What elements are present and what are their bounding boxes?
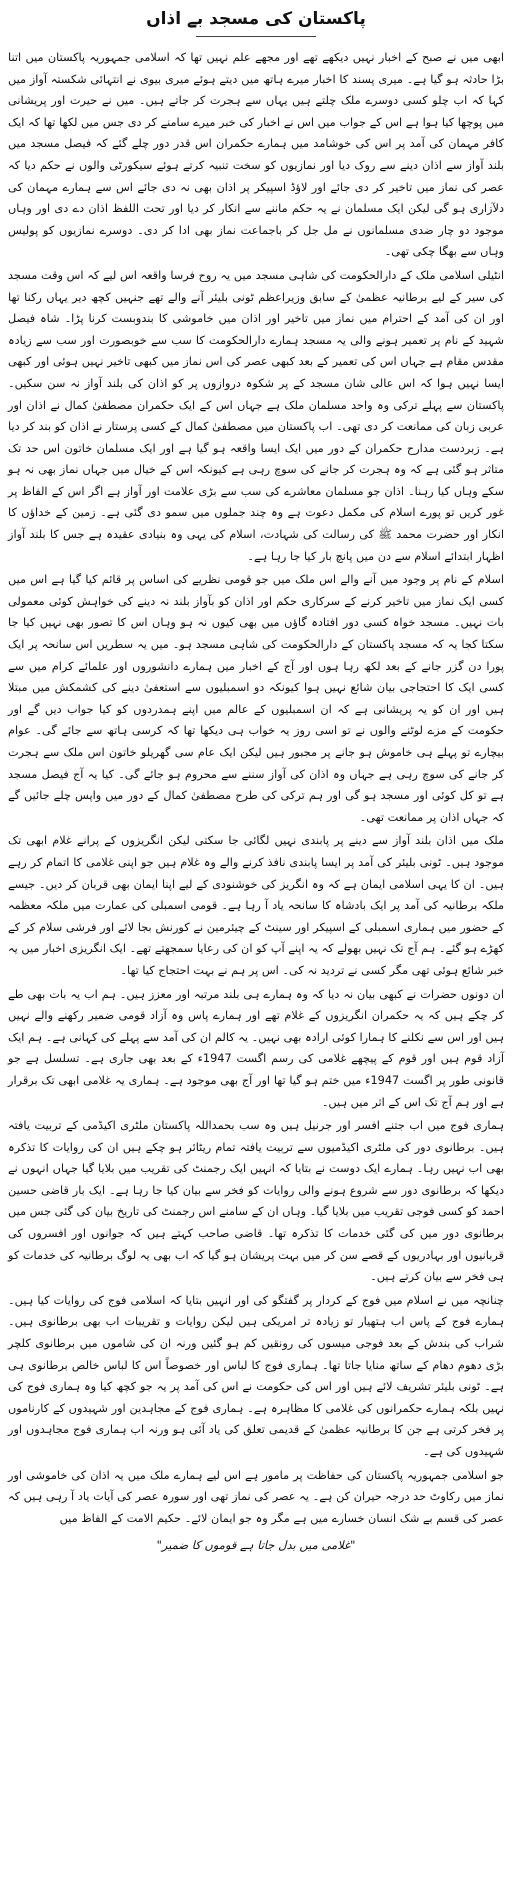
article-paragraph: انٹیلی اسلامی ملک کے دارالحکومت کی شاہی مسجد میں یہ روح فرسا واقعہ اس لیے کہ اس وقت مسجد کی سیر کے لیے برطانیہ عظمیٰ کے سابق وزیراعظم ٹونی بلیئر آنے والے تھے جنہیں کچھ دیر یہاں رکنا تھا اور ان کی آمد کے احترام میں نماز میں تاخیر اور اذان میں خاموشی کا بندوبست کرنا پڑا۔ شاہ فیصل شہید کے نام پر تعمیر ہونے والی یہ مسجد ہمارے دارالحکومت کا سب سے خوبصورت اور سب سے زیادہ مقدس مقام ہے جہاں اس کی تعمیر کے بعد کبھی عصر کی اس نماز میں کبھی تاخیر نہیں ہوئی اور کبھی ایسا نہیں ہوا کہ اس عالی شان مسجد کے پر شکوہ دروازوں پر کو اذان کی بلند آواز نہ سن سکیں۔ پاکستان سے پہلے ترکی وہ واحد مسلمان ملک ہے جہاں اس کے ایک حکمران مصطفیٰ کمال نے اذان اور عربی زبان کی ممانعت کر دی تھی۔ اب پاکستان میں مصطفیٰ کمال کے کسی پرستار نے اذان کو بند کر دیا ہے۔ زبردست مدارح حکمران کے دور میں ایک ایسا واقعہ ہو گیا ہے اور ایک مسلمان خاتون اس حد تک متاثر ہو گئی ہے کہ وہ ہجرت کر جانے کی سوچ رہی ہے کیونکہ اس کے خیال میں جہاں نماز بھی نہ ہو سکے وہاں کیا رہنا۔ اذان جو مسلمان معاشرے کی سب سے بڑی علامت اور آواز ہے اگر اس کے الفاظ پر غور کریں تو پورے اسلام کی مکمل دعوت ہے وہ چند جملوں میں سمو دی گئی ہے۔ زمین کے خداؤں کا انکار اور حضرت محمد ﷺ کی رسالت کی شہادت، اسلام کی یہی وہ بنیادی عقیدہ ہے جس کا بلند آواز اظہار ابتدائے اسلام سے دن میں پانچ بار کیا جا رہا ہے۔ [8,268,504,563]
article-paragraph: جو اسلامی جمہوریہ پاکستان کی حفاظت پر مامور ہے اس لیے ہمارے ملک میں یہ اذان کی خاموشی اور نماز میں رکاوٹ حد درجہ حیران کن ہے۔ یہ عصر کی نماز تھی اور سورہ عصر کی آیات یاد آ رہی ہیں کہ عصر کی قسم بے شک انسان خسارے میں ہے مگر وہ جو ایمان لائے۔ حکیم الامت کے الفاظ میں [8,1468,504,1525]
article-paragraph: ان دونوں حضرات نے کبھی بیان نہ دیا کہ وہ ہمارے ہی بلند مرتبہ اور معزز ہیں۔ ہم اب یہ بات بھی طے کر چکے ہیں کہ یہ حکمران انگریزوں کے غلام تھے اور ہمارے پاس وہ آزاد قومی ضمیر رکھنے والے نہیں ہیں اور اس سے نکلنے کا ہمارا کوئی ارادہ بھی نہیں۔ یہ کالم ان کی آمد سے پہلے کی کہانی ہے۔ ہم ایک آزاد قوم ہیں اور قوم کے پیچھے غلامی کی رسم اگست 1947ء کے بعد بھی جاری ہے۔ تسلسل ہے جو قانونی طور پر اگست 1947ء میں ختم ہو گیا تھا اور آج بھی موجود ہے۔ ہماری یہ غلامی ابھی تک برقرار ہے اور ہم آج تک اس کے اثر میں ہیں۔ [8,987,505,1109]
title-underline [196,36,316,37]
article-paragraph: ہماری فوج میں اب جتنے افسر اور جرنیل ہیں وہ سب بحمداللہ پاکستان ملٹری اکیڈمی کے تربیت یافتہ ہیں۔ برطانوی دور کی ملٹری اکیڈمیوں سے تربیت یافتہ تمام ریٹائر ہو چکے ہیں ان کی روایات کا تذکرہ بھی اب نہیں رہا۔ ہمارے ایک دوست نے بتایا کہ انہیں ایک رجمنٹ کی تقریب میں بلایا گیا جہاں انہوں نے دیکھا کہ برطانوی دور سے شروع ہونے والی روایات کو فخر سے بیان کیا جا رہا ہے۔ ایک بار قاضی حسین احمد کو کسی فوجی تقریب میں بلایا گیا۔ وہاں ان کے سامنے اس رجمنٹ کی تاریخ بیان کی گئی جس میں برطانوی دور میں کی گئی خدمات کا تذکرہ تھا۔ قاضی صاحب کہتے ہیں کہ جوانوں اور افسروں کی قربانیوں اور بہادریوں کے قصے سن کر میں بہت پریشان ہو گیا کہ اب بھی یہ لوگ برطانیہ کی خدمات کو ہی فخر سے بیان کرتے ہیں۔ [8,1119,504,1284]
article-paragraph: چنانچہ میں نے اسلام میں فوج کے کردار پر گفتگو کی اور انہیں بتایا کہ اسلامی فوج کی روایات کیا ہیں۔ ہمارے فوج کے پاس اب ہتھیار تو زیادہ تر امریکی ہیں لیکن روایات و تقریبات اب بھی برطانوی ہیں۔ شراب کی بندش کے بعد فوجی میسوں کی رونقیں کم ہو گئیں ورنہ ان کی شاموں میں برطانوی کلچر بڑی دھوم دھام کے ساتھ منایا جاتا تھا۔ ہماری فوج کا لباس اور خصوصاً اس کا لباس خالص برطانوی ہی ہے۔ ٹونی بلیئر تشریف لائے ہیں اور اس کی حکومت نے اس کی آمد پر یہ جو کچھ کیا وہ ہماری فوج کی نہیں بلکہ ہمارے حکمرانوں کی غلامی کا مظاہرہ ہے۔ ہماری فوج کے مجاہدین اور شہیدوں کے کارناموں پر فخر کرتی ہے جن کا برطانیہ عظمیٰ کے قدیمی تعلق کی یاد آئی ہو ورنہ اب ہماری فوج مجاہدوں اور شہیدوں کی ہے۔ [8,1293,504,1458]
article-body [8,47,504,1529]
article-paragraph: ملک میں اذان بلند آواز سے دینے پر پابندی نہیں لگائی جا سکتی لیکن انگریزوں کے پرانے غلام ابھی تک موجود ہیں۔ ٹونی بلیئر کی آمد پر ایسا پابندی نافذ کرنے والے وہ غلام ہیں جو اپنی غلامی کا اتمام کر رہے ہیں۔ ان کا یہی اسلامی ایمان ہے کہ وہ انگریز کی خوشنودی کے لیے اپنا ایمان بھی قربان کر دیں۔ جیسے ملکہ برطانیہ کی آمد پر ایک بادشاہ کا سانحہ یاد آ رہا ہے۔ قومی اسمبلی کی عمارت میں ملکہ معظمہ کے حضور میں ہماری اسمبلی کے اسپیکر اور سینٹ کے چیئرمین نے کورنش بجا لائے اور فرشی سلام کر کے کھڑے ہو گئے۔ ہم آج تک نہیں بھولے کہ یہ اپنے آپ کو ان کی رعایا سمجھتے تھے۔ ایک انگریزی اخبار میں یہ خبر شائع ہوئی تھی مگر کسی نے تردید نہ کی۔ اس پر ہم نے بہت احتجاج کیا تھا۔ [7,834,504,977]
article-title: پاکستان کی مسجد بے اذاں [146,9,366,29]
article-paragraph: اسلام کے نام پر وجود میں آنے والے اس ملک میں جو قومی نظریے کی اساس پر قائم کیا گیا ہے اس میں کسی ایک نماز میں تاخیر کرنے کے سرکاری حکم اور اذان کو بآواز بلند نہ دینے کی خواہش کوئی معمولی بات نہیں۔ مسجد خواہ کسی دور افتادہ گاؤں میں بھی کیوں نہ ہو وہاں اس کا تصور بھی نہیں کیا جا سکتا کجا یہ کہ مسجد پاکستان کے دارالحکومت کی شاہی مسجد ہو۔ میں یہ سطریں اس سانحہ پر ایک پورا دن گزر جانے کے بعد لکھ رہا ہوں اور آج کے اخبار میں ہمارے دانشوروں اور علمائے کرام میں سے کسی ایک کا احتجاجی بیان شائع نہیں ہوا کیونکہ دو اسمبلیوں سے استعفیٰ دینے کی کشمکش میں مبتلا ہیں اور ان کو یہ پریشانی ہے کہ ان اسمبلیوں کے عالم میں اپنے ہمدردوں کو کیا جواب دیں گے اور حکومت کے مزے لوٹنے والوں نے تو اسی روز یہ خواب ہی دیکھا تھا کہ کرسی ہاتھ سے جائے گی۔ عوام بیچارے تو پہلے ہی خاموش ہو جانے پر مجبور ہیں لیکن ایک عام سی گھریلو خاتون اس ملک سے ہجرت کر جانے کی سوچ رہی ہے جہاں وہ اذان کی آواز سننے سے محروم ہو جائے گی۔ کیا یہ آج فیصل مسجد ہے تو کل کوئی اور مسجد ہو گی اور ہم ترکی کی طرح مصطفیٰ کمال کے دور میں واپس چلے جائیں گے کہ جہاں اذان پر ممانعت تھی۔ [8,573,504,824]
closing-couplet: "غلامی میں بدل جاتا ہے قوموں کا ضمیر" [156,1538,356,1553]
article-paragraph: ابھی میں نے صبح کے اخبار نہیں دیکھے تھے اور مجھے علم نہیں تھا کہ اسلامی جمہوریہ پاکستان میں اتنا بڑا حادثہ ہو گیا ہے۔ میری پسند کا اخبار میرے ہاتھ میں دیتے ہوئے میری بیوی نے انتہائی شکستہ آواز میں کہا کہ اب چلو کسی دوسرے ملک چلتے ہیں یہاں سے ہجرت کر جاتے ہیں۔ میں نے حیرت اور پریشانی میں پوچھا کیا ہوا ہے اس کے جواب میں اس نے اخبار کی خبر میرے سامنے کر دی جس میں لکھا تھا کہ ایک کافر مہمان کی آمد پر اس کی خوشامد میں ہمارے حکمران اس قدر دور چلے گئے کہ فیصل مسجد میں بلند آواز سے اذان دینے سے روک دیا اور نمازیوں کو سخت تنبیہ کرتے ہوئے سیکورٹی والوں نے حکم دیا کہ عصر کی نماز میں تاخیر کر دی جائے اور لاؤڈ اسپیکر پر اذان بھی نہ دی جائے اس سے ہمارے مہمان کی دلآزاری ہو گی لیکن ایک مسلمان نے یہ حکم ماننے سے انکار کر دیا اور تحت اللفظ اذان دے دی اور وہاں موجود دو چار ضدی مسلمانوں نے مل جل کر باجماعت نماز بھی ادا کر دی۔ دوسرے نمازیوں کو پولیس وہاں سے بھگا چکی تھی۔ [8,51,504,259]
